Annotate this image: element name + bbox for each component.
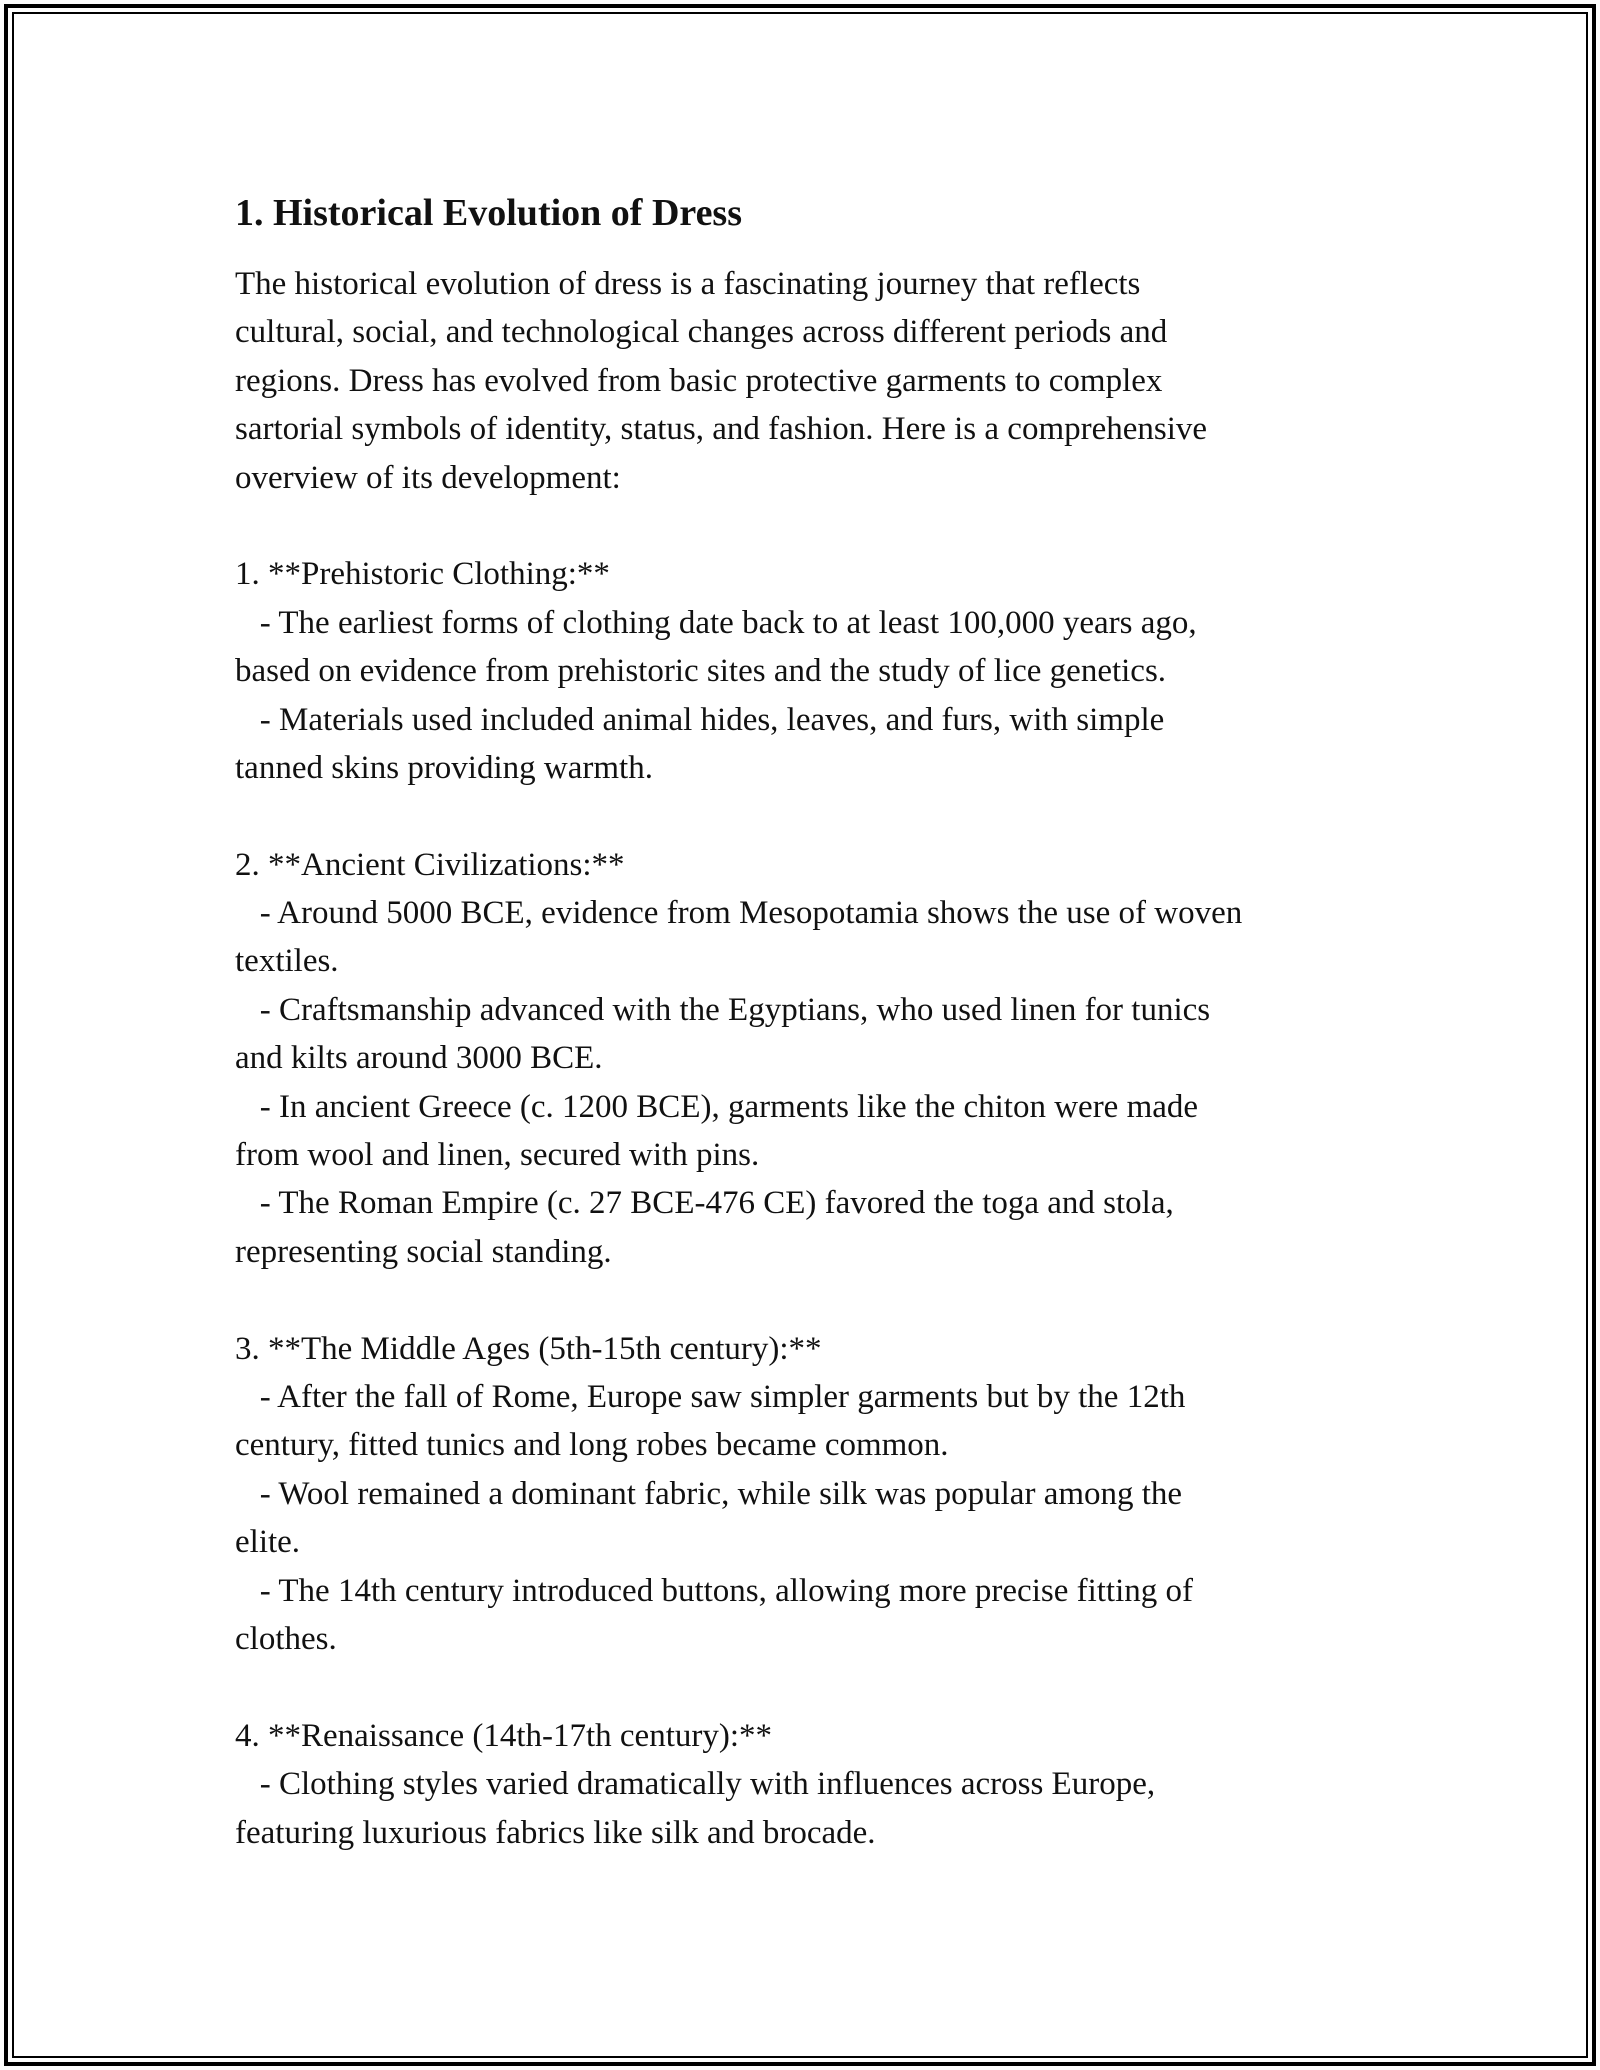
text-line: elite. <box>235 1524 301 1561</box>
text-line: - After the fall of Rome, Europe saw simpler garments but by the 12th <box>235 1378 1186 1415</box>
text-line: and kilts around 3000 BCE. <box>235 1040 603 1077</box>
document-body <box>235 188 1375 1857</box>
text-line: - Wool remained a dominant fabric, while silk was popular among the <box>235 1475 1183 1512</box>
list-item-title: 2. **Ancient Civilizations:** <box>235 846 625 883</box>
text-line: clothes. <box>235 1620 337 1657</box>
paragraph-gap <box>235 792 1375 840</box>
text-line: cultural, social, and technological changes across different periods and <box>235 314 1168 351</box>
list-item-title: 1. **Prehistoric Clothing:** <box>235 556 610 593</box>
text-line: - Clothing styles varied dramatically with influences across Europe, <box>235 1766 1156 1803</box>
text-line: textiles. <box>235 943 339 980</box>
text-line: sartorial symbols of identity, status, and fashion. Here is a comprehensive <box>235 411 1208 448</box>
text-line: regions. Dress has evolved from basic protective garments to complex <box>235 362 1163 399</box>
intro-paragraph <box>235 260 1375 502</box>
text-line: - The Roman Empire (c. 27 BCE-476 CE) favored the toga and stola, <box>235 1185 1174 1222</box>
text-line: - In ancient Greece (c. 1200 BCE), garments like the chiton were made <box>235 1088 1199 1125</box>
text-line: representing social standing. <box>235 1233 612 1270</box>
text-line: - The 14th century introduced buttons, allowing more precise fitting of <box>235 1572 1193 1609</box>
list-item-title: 4. **Renaissance (14th-17th century):** <box>235 1717 773 1754</box>
text-line: from wool and linen, secured with pins. <box>235 1137 760 1174</box>
list-item-ancient <box>235 841 1375 1277</box>
text-line: The historical evolution of dress is a fascinating journey that reflects <box>235 266 1141 302</box>
text-line: tanned skins providing warmth. <box>235 749 653 786</box>
text-line: century, fitted tunics and long robes became common. <box>235 1427 949 1464</box>
paragraph-gap <box>235 1276 1375 1324</box>
list-item-middle-ages <box>235 1325 1375 1664</box>
paragraph-gap <box>235 1663 1375 1711</box>
text-line: - Craftsmanship advanced with the Egyptians, who used linen for tunics <box>235 991 1211 1028</box>
list-item-title: 3. **The Middle Ages (5th-15th century):** <box>235 1330 822 1367</box>
list-item-renaissance <box>235 1712 1375 1857</box>
text-line: - The earliest forms of clothing date back to at least 100,000 years ago, <box>235 604 1197 641</box>
text-line: featuring luxurious fabrics like silk and brocade. <box>235 1814 876 1851</box>
list-item-prehistoric <box>235 550 1375 792</box>
text-line: - Around 5000 BCE, evidence from Mesopotamia shows the use of woven <box>235 895 1243 932</box>
text-line: based on evidence from prehistoric sites and the study of lice genetics. <box>235 653 1167 690</box>
paragraph-gap <box>235 502 1375 550</box>
text-line: - Materials used included animal hides, leaves, and furs, with simple <box>235 701 1165 738</box>
text-line: overview of its development: <box>235 459 621 496</box>
section-heading: 1. Historical Evolution of Dress <box>235 192 743 234</box>
